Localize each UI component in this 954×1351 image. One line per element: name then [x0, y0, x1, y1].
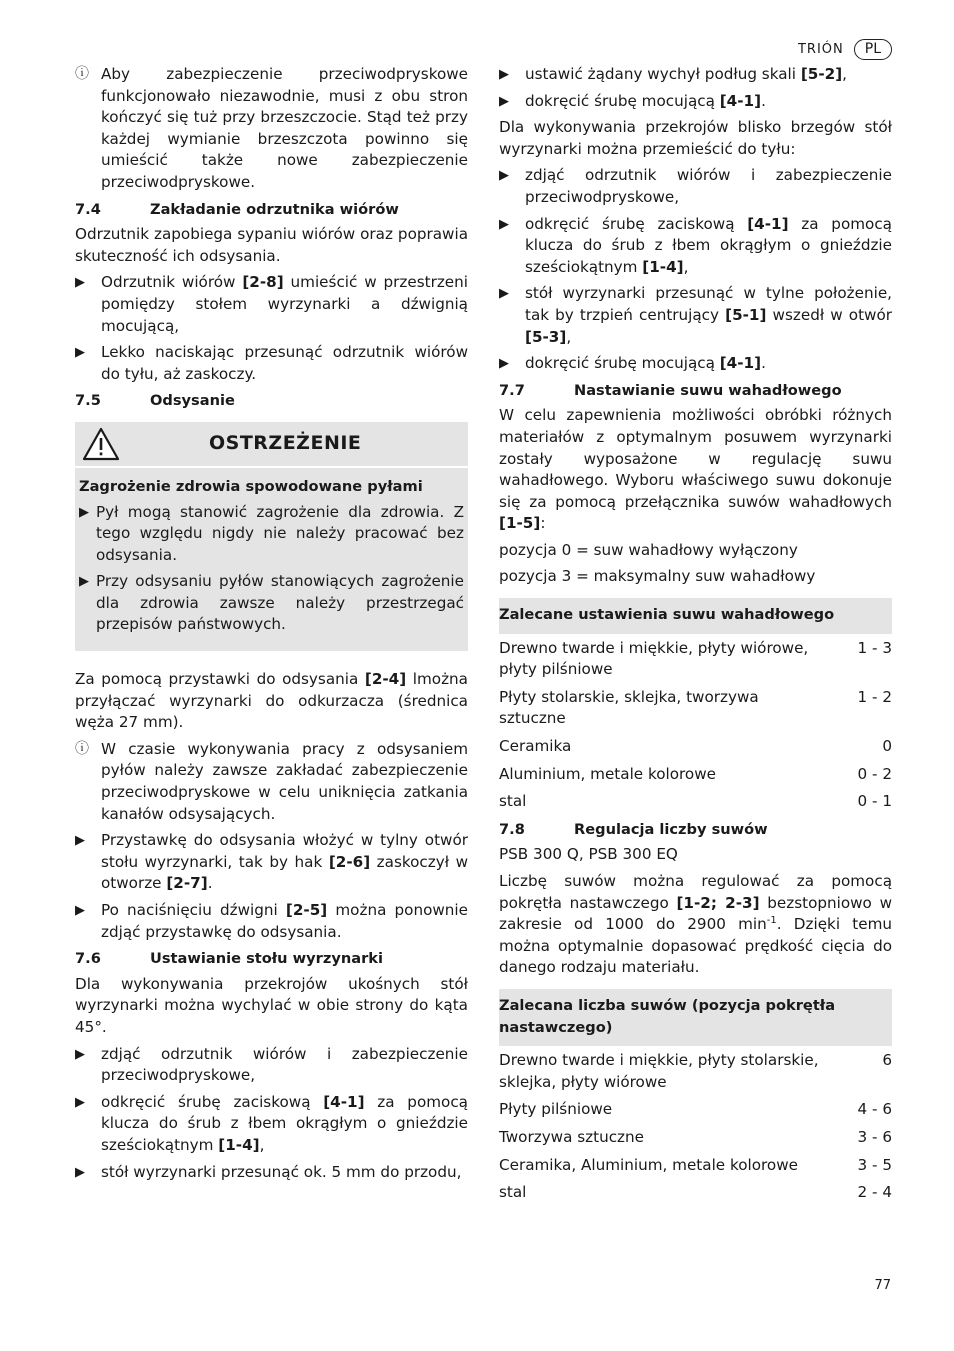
- row-label: Aluminium, metale kolorowe: [499, 764, 716, 783]
- text: dokręcić śrubę mocującą: [525, 354, 720, 373]
- row-label: stal: [499, 792, 527, 811]
- section-heading-7-8: [499, 819, 892, 841]
- list-item: [75, 1092, 468, 1157]
- bullet-arrow-icon: ▶: [75, 1164, 85, 1180]
- figure-reference: [4-1]: [719, 91, 762, 110]
- bullet-arrow-icon: ▶: [75, 275, 85, 291]
- list-item: [499, 214, 892, 279]
- figure-reference: [4-1]: [719, 354, 762, 373]
- table-row: [499, 1155, 892, 1177]
- text: Liczbę suwów można regulować za pomocą pokrętła nastawczego: [499, 872, 892, 912]
- info-icon: ⓘ: [75, 740, 89, 757]
- section-heading-7-6: [75, 948, 468, 970]
- text: lmożna przyłączać wyrzynarki do odkurzacza (średnica węża 27 mm).: [75, 670, 468, 732]
- section-title: Ustawianie stołu wyrzynarki: [150, 950, 383, 968]
- paragraph: [499, 871, 892, 979]
- pendulum-settings-table: [499, 598, 892, 813]
- text: zaskoczył w otworze: [101, 852, 468, 893]
- bullet-arrow-icon: ▶: [499, 93, 509, 109]
- row-value: 4 - 6: [857, 1100, 892, 1119]
- row-label: Tworzywa sztuczne: [499, 1127, 644, 1146]
- bullet-arrow-icon: ▶: [499, 168, 509, 184]
- list-item-text: zdjąć odrzutnik wiórów i zabezpieczenie przeciwodpryskowe,: [525, 166, 892, 206]
- list-item: [499, 165, 892, 208]
- row-value: 1 - 2: [857, 687, 892, 706]
- figure-reference: [4-1]: [323, 1092, 365, 1111]
- text: stół wyrzynarki przesunąć w tylne położenie, tak by trzpień centrujący: [525, 284, 892, 324]
- table-row: [499, 1182, 892, 1204]
- bullet-arrow-icon: ▶: [499, 286, 509, 302]
- list-item: [499, 91, 892, 113]
- bullet-arrow-icon: ▶: [75, 903, 85, 918]
- row-value: 3 - 6: [857, 1127, 892, 1146]
- text: W celu zapewnienia możliwości obróbki różnych materiałów z optymalnym posuwem wyrzynarki zostały wyposażone w regulację suwu wahadłowego. Wyboru właściwego suwu dokonuje się za pomocą przełącznika suwów wahadłowych: [499, 406, 892, 511]
- figure-reference: [5-3]: [525, 327, 567, 346]
- table-row: [499, 764, 892, 786]
- list-item: [79, 502, 464, 567]
- list-item: [75, 342, 468, 385]
- warning-header: [75, 422, 468, 468]
- row-value: 0: [882, 737, 892, 756]
- section-number: 7.8: [499, 820, 525, 838]
- stroke-rate-table: [499, 989, 892, 1204]
- text: Po naciśnięciu dźwigni: [101, 901, 286, 919]
- language-badge: PL: [854, 39, 892, 60]
- section-number: 7.6: [75, 950, 101, 968]
- warning-subtitle: Zagrożenie zdrowia spowodowane pyłami: [79, 477, 423, 495]
- text: ,: [683, 257, 689, 276]
- table-row: [499, 1050, 892, 1093]
- row-label: Ceramika: [499, 737, 572, 756]
- text: można ponownie zdjąć przystawkę do odsysania.: [101, 901, 468, 941]
- info-text: Aby zabezpieczenie przeciwodpryskowe funkcjonowało niezawodnie, musi z obu stron kończyć się tuż przy brzeszczocie. Stąd też przy każdej wymianie brzeszczota powinno się umieścić także nowe zabezpieczenie przeciwodpryskowe.: [101, 65, 468, 191]
- text: odkręcić śrubę zaciskową: [101, 1092, 324, 1111]
- section-heading-7-5: [75, 390, 468, 412]
- figure-reference: [4-1]: [747, 214, 789, 233]
- text: Za pomocą przystawki do odsysania: [75, 670, 365, 689]
- right-column: [499, 64, 892, 1210]
- text: za pomocą klucza do śrub z łbem okrągłym o gnieździe sześciokątnym: [525, 214, 892, 276]
- bullet-arrow-icon: ▶: [79, 574, 89, 590]
- warning-body: [75, 468, 468, 636]
- figure-reference: [2-5]: [285, 901, 328, 919]
- bullet-arrow-icon: ▶: [75, 1094, 85, 1110]
- section-heading-7-4: [75, 199, 468, 221]
- list-item: [499, 353, 892, 375]
- row-value: 2 - 4: [857, 1183, 892, 1202]
- text: ,: [259, 1135, 265, 1154]
- text: .: [761, 354, 766, 373]
- figure-reference: [2-4]: [364, 670, 407, 689]
- position-0-text: pozycja 0 = suw wahadłowy wyłączony: [499, 540, 798, 559]
- figure-reference: [5-2]: [800, 65, 843, 83]
- section-title: Nastawianie suwu wahadłowego: [574, 381, 842, 399]
- text: . Dzięki temu można optymalnie dopasować prędkość cięcia do danego rodzaju materiału.: [499, 915, 893, 977]
- list-item: [499, 64, 892, 86]
- bullet-arrow-icon: ▶: [75, 1046, 85, 1062]
- figure-reference: [5-1]: [725, 305, 767, 324]
- bullet-arrow-icon: ▶: [75, 833, 85, 849]
- info-note: [75, 739, 468, 825]
- text: ,: [566, 327, 572, 346]
- row-label: Ceramika, Aluminium, metale kolorowe: [499, 1155, 798, 1174]
- paragraph: Dla wykonywania przekrojów ukośnych stół wyrzynarki można wychylać w obie strony do kąta 45°.: [75, 974, 468, 1036]
- text: Przystawkę do odsysania włożyć w tylny otwór stołu wyrzynarki, tak by hak: [101, 831, 468, 871]
- warning-title: OSTRZEŻENIE: [209, 432, 362, 455]
- row-label: Płyty stolarskie, sklejka, tworzywa sztuczne: [499, 687, 759, 728]
- section-title: Regulacja liczby suwów: [574, 820, 768, 838]
- paragraph: Odrzutnik zapobiega sypaniu wiórów oraz poprawia skuteczność ich odsysania.: [75, 225, 468, 265]
- paragraph: [499, 405, 892, 535]
- text: bezstopniowo w zakresie od 1000 do 2900 min: [499, 893, 892, 934]
- text: ,: [842, 65, 847, 83]
- list-item: [75, 900, 468, 943]
- table-header: Zalecane ustawienia suwu wahadłowego: [499, 598, 892, 634]
- list-item: [79, 571, 464, 636]
- list-item: [499, 283, 892, 348]
- page-header: [798, 39, 892, 61]
- row-label: Drewno twarde i miękkie, płyty stolarskie, sklejka, płyty wiórowe: [499, 1051, 819, 1091]
- section-number: 7.7: [499, 381, 525, 399]
- list-item: [75, 1162, 468, 1184]
- bullet-arrow-icon: ▶: [499, 216, 509, 232]
- figure-reference: [1-2; 2-3]: [676, 893, 760, 912]
- figure-reference: [2-8]: [242, 273, 284, 292]
- text: wszedł w otwór: [766, 305, 892, 324]
- section-title: Odsysanie: [150, 392, 235, 410]
- row-label: Drewno twarde i miękkie, płyty wiórowe, płyty pilśniowe: [499, 638, 809, 679]
- text: ustawić żądany wychył podług skali: [525, 65, 801, 83]
- list-item-text: zdjąć odrzutnik wiórów i zabezpieczenie przeciwodpryskowe,: [101, 1044, 468, 1085]
- section-heading-7-7: [499, 380, 892, 402]
- list-item-text: Przy odsysaniu pyłów stanowiących zagrożenie dla zdrowia zawsze należy przestrzegać przepisów państwowych.: [96, 572, 464, 634]
- model-names: PSB 300 Q, PSB 300 EQ: [499, 845, 678, 864]
- text: dokręcić śrubę mocującą: [525, 91, 720, 110]
- text: umieścić w przestrzeni pomiędzy stołem wyrzynarki a dźwignią mocującą,: [101, 273, 468, 335]
- text: Odrzutnik wiórów: [101, 273, 243, 292]
- page-number: 77: [874, 1278, 891, 1293]
- figure-reference: [2-6]: [328, 852, 371, 871]
- info-note: [75, 64, 468, 194]
- row-value: 6: [882, 1051, 892, 1070]
- bullet-arrow-icon: ▶: [499, 356, 509, 372]
- info-icon: ⓘ: [75, 66, 89, 82]
- row-label: Płyty pilśniowe: [499, 1100, 613, 1119]
- text: .: [207, 874, 213, 893]
- section-number: 7.4: [75, 200, 101, 218]
- left-column: [75, 64, 468, 1188]
- row-value: 0 - 1: [857, 792, 892, 811]
- text: odkręcić śrubę zaciskową: [525, 214, 748, 233]
- table-row: [499, 1127, 892, 1149]
- table-header: Zalecana liczba suwów (pozycja pokrętła nastawczego): [499, 989, 892, 1046]
- bullet-arrow-icon: ▶: [79, 504, 89, 520]
- warning-triangle-icon: [75, 427, 127, 461]
- list-item: [75, 830, 468, 895]
- bullet-arrow-icon: ▶: [75, 345, 85, 361]
- list-item: [75, 272, 468, 337]
- text: .: [761, 91, 766, 110]
- table-row: [499, 687, 892, 730]
- table-row: [499, 791, 892, 813]
- position-3-text: pozycja 3 = maksymalny suw wahadłowy: [499, 567, 816, 586]
- list-item: [75, 1044, 468, 1087]
- figure-reference: [1-4]: [218, 1135, 260, 1154]
- figure-reference: [2-7]: [166, 874, 208, 893]
- row-value: 3 - 5: [857, 1155, 892, 1174]
- figure-reference: [1-4]: [642, 257, 684, 276]
- list-item-text: stół wyrzynarki przesunąć ok. 5 mm do przodu,: [101, 1162, 462, 1181]
- row-value: 0 - 2: [857, 764, 892, 783]
- bullet-arrow-icon: ▶: [499, 67, 509, 82]
- table-row: [499, 1099, 892, 1121]
- info-text: W czasie wykonywania pracy z odsysaniem pyłów należy zawsze zakładać zabezpieczenie przeciwodpryskowe w celu uniknięcia zatkania kanałów odsysających.: [101, 739, 468, 823]
- row-label: stal: [499, 1183, 527, 1202]
- table-row: [499, 638, 892, 681]
- brand-name: TRIÓN: [797, 42, 844, 57]
- text: za pomocą klucza do śrub z łbem okrągłym o gnieździe sześciokątnym: [101, 1092, 468, 1154]
- list-item-text: Pył mogą stanowić zagrożenie dla zdrowia. Z tego względu nigdy nie należy pracować bez odsysania.: [96, 502, 464, 564]
- text: :: [540, 514, 546, 533]
- figure-reference: [1-5]: [499, 514, 541, 533]
- warning-box: [75, 422, 468, 651]
- paragraph: [75, 669, 468, 734]
- superscript: -1: [766, 915, 777, 927]
- row-value: 1 - 3: [857, 638, 892, 657]
- table-row: [499, 736, 892, 758]
- section-title: Zakładanie odrzutnika wiórów: [150, 200, 399, 218]
- section-number: 7.5: [75, 392, 101, 410]
- list-item-text: Lekko naciskając przesunąć odrzutnik wiórów do tyłu, aż zaskoczy.: [101, 343, 468, 383]
- paragraph: Dla wykonywania przekrojów blisko brzegów stół wyrzynarki można przemieścić do tyłu:: [499, 118, 892, 158]
